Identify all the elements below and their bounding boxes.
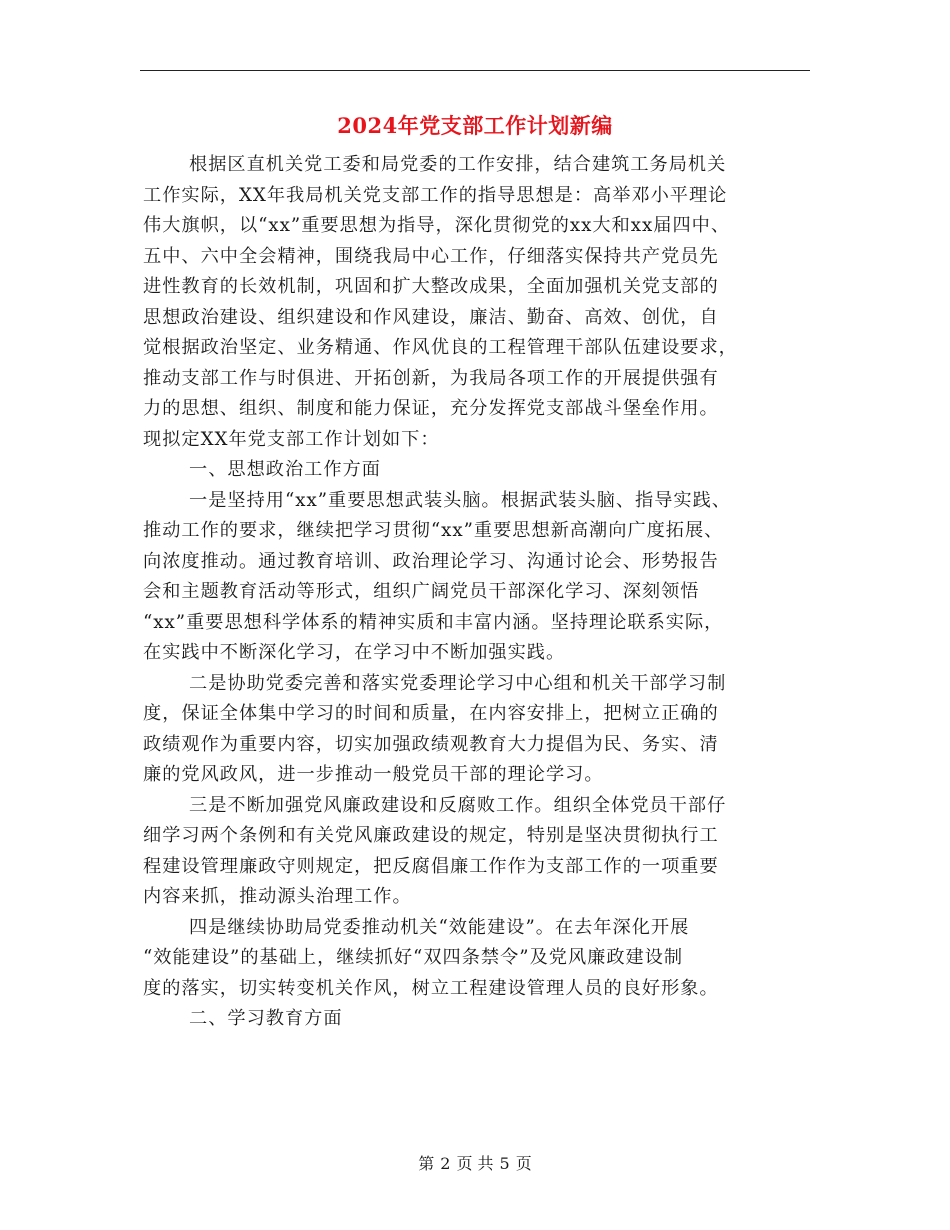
text-line: 细学习两个条例和有关党风廉政建设的规定，特别是坚决贯彻执行工 bbox=[143, 825, 719, 846]
text-line: 会和主题教育活动等形式，组织广阔党员干部深化学习、深刻领悟 bbox=[143, 581, 700, 602]
text-line: 二是协助党委完善和落实党委理论学习中心组和机关干部学习制 bbox=[189, 672, 727, 694]
text-line: 四是继续协助局党委推动机关“效能建设”。在去年深化开展 bbox=[189, 916, 690, 938]
text-line: 二、学习教育方面 bbox=[189, 1008, 343, 1029]
text-line: 现拟定XX年党支部工作计划如下： bbox=[143, 428, 440, 450]
text-line: 伟大旗帜，以“xx”重要思想为指导，深化贯彻党的xx大和xx届四中、 bbox=[143, 215, 731, 236]
text-line: 三是不断加强党风廉政建设和反腐败工作。组织全体党员干部仔 bbox=[189, 794, 727, 816]
header-rule bbox=[140, 70, 810, 71]
text-line: “效能建设”的基础上，继续抓好“双四条禁令”及党风廉政建设制 bbox=[143, 947, 684, 968]
text-line: 推动支部工作与时俱进、开拓创新，为我局各项工作的开展提供强有 bbox=[143, 367, 719, 389]
document-body bbox=[143, 150, 833, 1035]
footer-prefix: 第 bbox=[418, 1154, 435, 1173]
text-line: 根据区直机关党工委和局党委的工作安排，结合建筑工务局机关 bbox=[189, 154, 727, 175]
document-title: 2024年党支部工作计划新编 bbox=[337, 113, 613, 138]
text-line: 推动工作的要求，继续把学习贯彻“xx”重要思想新高潮向广度拓展、 bbox=[143, 520, 724, 541]
text-line: 政绩观作为重要内容，切实加强政绩观教育大力提倡为民、务实、清 bbox=[143, 733, 719, 755]
footer-middle: 页 共 bbox=[456, 1154, 494, 1173]
text-line: 一、思想政治工作方面 bbox=[189, 459, 381, 480]
footer-suffix: 页 bbox=[515, 1154, 532, 1173]
text-line: 五中、六中全会精神，围绕我局中心工作，仔细落实保持共产党员先 bbox=[143, 245, 719, 267]
text-line: 向浓度推动。通过教育培训、政治理论学习、沟通讨论会、形势报告 bbox=[143, 550, 719, 572]
text-line: 一是坚持用“xx”重要思想武装头脑。根据武装头脑、指导实践、 bbox=[189, 489, 731, 511]
text-line: 度的落实，切实转变机关作风，树立工程建设管理人员的良好形象。 bbox=[143, 977, 719, 999]
footer-current-page: 2 bbox=[440, 1154, 451, 1173]
text-line: 工作实际，XX年我局机关党支部工作的指导思想是：高举邓小平理论 bbox=[143, 184, 728, 206]
text-line: 进性教育的长效机制，巩固和扩大整改成果，全面加强机关党支部的 bbox=[143, 276, 719, 297]
text-line: 程建设管理廉政守则规定，把反腐倡廉工作作为支部工作的一项重要 bbox=[143, 855, 719, 877]
text-line: 思想政治建设、组织建设和作风建设，廉洁、勤奋、高效、创优，自 bbox=[143, 306, 719, 328]
page-footer bbox=[0, 1152, 950, 1176]
text-line: “xx”重要思想科学体系的精神实质和丰富内涵。坚持理论联系实际， bbox=[143, 611, 724, 633]
text-line: 在实践中不断深化学习，在学习中不断加强实践。 bbox=[143, 642, 566, 663]
text-line: 觉根据政治坚定、业务精通、作风优良的工程管理干部队伍建设要求， bbox=[143, 337, 738, 358]
text-line: 廉的党风政风，进一步推动一般党员干部的理论学习。 bbox=[143, 764, 604, 785]
text-line: 度，保证全体集中学习的时间和质量，在内容安排上，把树立正确的 bbox=[143, 703, 719, 724]
text-line: 内容来抓，推动源头治理工作。 bbox=[143, 886, 412, 907]
text-line: 力的思想、组织、制度和能力保证，充分发挥党支部战斗堡垒作用。 bbox=[143, 398, 719, 419]
footer-total-pages: 5 bbox=[499, 1154, 510, 1173]
